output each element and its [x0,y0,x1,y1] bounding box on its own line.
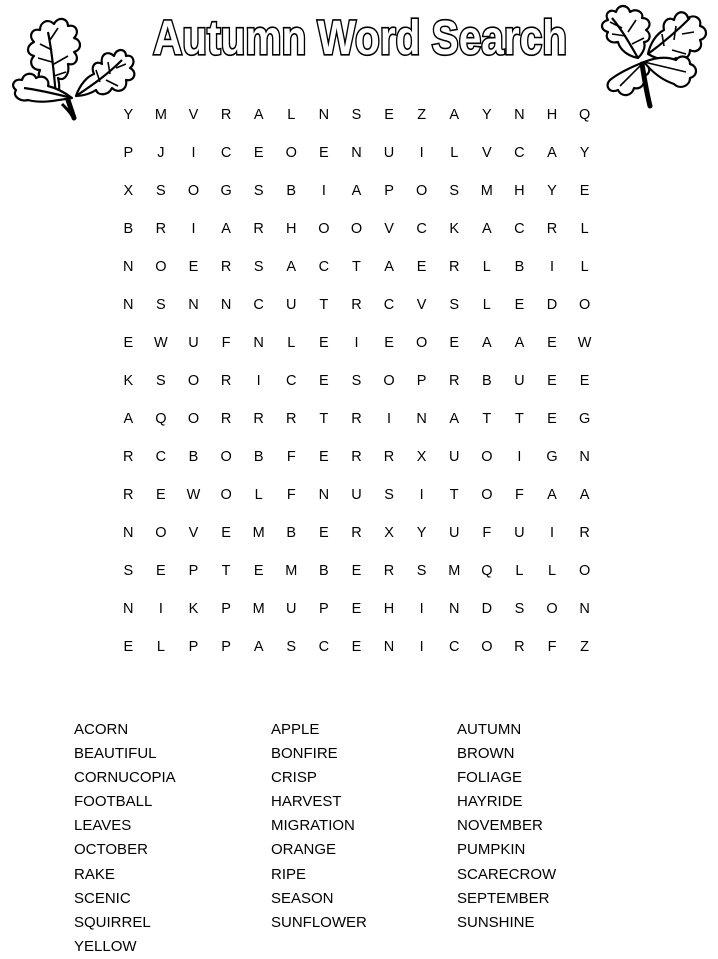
grid-letter[interactable]: R [286,411,297,427]
grid-letter[interactable]: E [547,373,557,389]
word-list-item: ORANGE [271,841,337,859]
grid-letter[interactable]: O [285,145,297,161]
grid-letter[interactable]: V [188,107,199,123]
grid-letter[interactable]: T [221,563,231,579]
grid-letter[interactable]: A [449,411,460,427]
grid-letter[interactable]: L [450,145,459,161]
grid-letter[interactable]: H [286,221,297,237]
grid-letter[interactable]: C [253,297,264,313]
grid-letter[interactable]: P [416,373,427,389]
grid-letter[interactable]: O [416,335,428,351]
grid-letter[interactable]: L [482,259,491,275]
grid-letter[interactable]: Y [579,145,590,161]
grid-letter[interactable]: S [156,297,166,313]
grid-letter[interactable]: I [419,639,424,655]
grid-letter[interactable]: B [188,449,199,465]
grid-letter[interactable]: B [286,183,297,199]
grid-letter[interactable]: O [220,449,232,465]
grid-letter[interactable]: E [319,335,329,351]
grid-letter[interactable]: I [550,525,555,541]
grid-letter[interactable]: N [351,145,362,161]
grid-letter[interactable]: R [383,563,395,579]
word-list [74,718,634,954]
grid-letter[interactable]: O [578,297,591,313]
grid-letter[interactable]: A [481,221,492,237]
grid-letter[interactable]: H [514,183,525,199]
grid-letter[interactable]: Q [481,563,493,579]
grid-letter[interactable]: R [253,411,264,427]
grid-letter[interactable]: U [188,335,199,351]
grid-letter[interactable]: L [287,107,296,123]
grid-letter[interactable]: R [123,449,134,465]
word-list-item: SEPTEMBER [457,889,550,907]
grid-letter[interactable]: C [514,221,525,237]
grid-letter[interactable]: L [580,259,589,275]
grid-letter[interactable]: T [319,411,329,427]
grid-letter[interactable]: R [155,221,167,237]
grid-letter[interactable]: N [123,601,134,617]
grid-letter[interactable]: N [123,259,134,275]
grid-letter[interactable]: N [188,297,199,313]
word-list-item: BROWN [457,745,515,763]
grid-letter[interactable]: P [384,183,394,199]
grid-letter[interactable]: Q [578,107,591,123]
grid-letter[interactable]: R [351,411,362,427]
grid-letter[interactable]: Y [481,107,492,123]
grid-letter[interactable]: I [387,411,392,427]
word-list-item: YELLOW [74,937,137,955]
word-list-item: SUNSHINE [457,913,535,931]
grid-letter[interactable]: S [351,373,362,389]
grid-letter[interactable]: E [319,449,329,465]
grid-letter[interactable]: E [253,563,264,579]
grid-letter[interactable]: R [220,259,232,275]
grid-letter[interactable]: U [448,525,460,541]
grid-letter[interactable]: C [383,297,395,313]
grid-letter[interactable]: C [514,145,525,161]
grid-letter[interactable]: I [158,601,163,617]
grid-letter[interactable]: E [221,525,231,541]
grid-letter[interactable]: K [123,373,134,389]
grid-letter[interactable]: E [384,107,394,123]
grid-letter[interactable]: N [318,107,330,123]
grid-letter[interactable]: O [481,487,493,503]
grid-letter[interactable]: G [578,411,591,427]
grid-letter[interactable]: R [351,297,362,313]
grid-letter[interactable]: A [481,335,492,351]
word-column-3 [457,718,556,935]
grid-letter[interactable]: V [481,145,492,161]
grid-letter[interactable]: P [319,601,329,617]
grid-letter[interactable]: S [384,487,394,503]
grid-letter[interactable]: O [481,449,493,465]
grid-letter[interactable]: A [221,221,231,237]
grid-letter[interactable]: A [253,107,264,123]
grid-letter[interactable]: I [550,259,555,275]
grid-letter[interactable]: N [123,525,134,541]
grid-letter[interactable]: R [253,221,264,237]
grid-letter[interactable]: E [351,601,362,617]
grid-letter[interactable]: A [514,335,525,351]
grid-letter[interactable]: F [221,335,231,351]
grid-letter[interactable]: S [253,183,264,199]
grid-letter[interactable]: I [191,145,196,161]
word-column-1 [74,718,176,959]
grid-letter[interactable]: L [156,639,165,655]
grid-letter[interactable]: R [448,259,460,275]
grid-letter[interactable]: L [287,335,296,351]
grid-letter[interactable]: R [383,449,395,465]
title-text: Autumn Word Search [153,12,567,65]
grid-letter[interactable]: N [220,297,232,313]
grid-letter[interactable]: O [187,183,200,199]
grid-letter[interactable]: Y [547,183,557,199]
grid-letter[interactable]: I [419,601,424,617]
grid-letter[interactable]: C [416,221,427,237]
word-list-item: RAKE [74,865,115,883]
grid-letter[interactable]: O [350,221,363,237]
grid-letter[interactable]: A [286,259,297,275]
grid-letter[interactable]: A [579,487,590,503]
grid-letter[interactable]: F [547,639,557,655]
grid-letter[interactable]: J [157,145,165,161]
grid-letter[interactable]: P [188,563,199,579]
grid-letter[interactable]: P [188,639,199,655]
grid-letter[interactable]: U [514,373,525,389]
grid-letter[interactable]: U [286,601,297,617]
grid-letter[interactable]: C [448,639,460,655]
grid-letter[interactable]: L [580,221,589,237]
grid-letter[interactable]: K [449,221,460,237]
grid-letter[interactable]: V [416,297,427,313]
grid-letter[interactable]: R [351,525,362,541]
grid-letter[interactable]: T [352,259,361,275]
grid-letter[interactable]: E [416,259,427,275]
grid-letter[interactable]: O [546,601,558,617]
grid-letter[interactable]: D [546,297,558,313]
grid-letter[interactable]: S [286,639,297,655]
grid-letter[interactable]: S [253,259,264,275]
grid-letter[interactable]: E [514,297,525,313]
grid-letter[interactable]: A [253,639,264,655]
grid-letter[interactable]: I [517,449,522,465]
word-list-item: SEASON [271,889,334,907]
grid-letter[interactable]: R [220,107,232,123]
grid-letter[interactable]: V [188,525,199,541]
grid-letter[interactable]: F [286,487,296,503]
grid-letter[interactable]: U [448,449,460,465]
grid-letter[interactable]: O [187,411,200,427]
grid-letter[interactable]: L [254,487,263,503]
grid-letter[interactable]: E [579,183,590,199]
grid-letter[interactable]: O [481,639,493,655]
grid-letter[interactable]: I [321,183,326,199]
word-list-item: NOVEMBER [457,817,543,835]
grid-letter[interactable]: A [547,145,557,161]
grid-letter[interactable]: M [252,525,265,541]
grid-letter[interactable]: K [188,601,199,617]
word-list-item: SQUIRREL [74,913,151,931]
grid-letter[interactable]: T [319,297,329,313]
grid-letter[interactable]: Z [417,107,427,123]
grid-letter[interactable]: E [319,525,329,541]
word-list-item: SUNFLOWER [271,913,367,931]
word-list-item: PUMPKIN [457,841,526,859]
grid-letter[interactable]: E [188,259,199,275]
grid-letter[interactable]: Q [155,411,167,427]
grid-letter[interactable]: G [546,449,558,465]
grid-letter[interactable]: E [156,487,166,503]
word-list-item: APPLE [271,721,320,738]
grid-letter[interactable]: E [547,411,557,427]
grid-letter[interactable]: I [419,487,424,503]
grid-letter[interactable]: Z [580,639,590,655]
word-list-item: CORNUCOPIA [74,769,176,787]
grid-letter[interactable]: B [319,563,329,579]
word-list-item: BEAUTIFUL [74,745,157,763]
word-list-item: FOLIAGE [457,769,523,787]
grid-letter[interactable]: W [577,335,592,351]
grid-letter[interactable]: U [351,487,362,503]
grid-letter[interactable]: S [156,183,166,199]
grid-letter[interactable]: S [123,563,134,579]
grid-letter[interactable]: I [354,335,359,351]
grid-letter[interactable]: N [383,639,395,655]
word-list-item: FOOTBALL [74,793,153,811]
grid-letter[interactable]: H [546,107,558,123]
grid-letter[interactable]: O [155,259,167,275]
grid-letter[interactable]: C [155,449,167,465]
grid-letter[interactable]: Y [123,107,134,123]
grid-letter[interactable]: E [449,335,460,351]
grid-letter[interactable]: L [547,563,557,579]
grid-letter[interactable]: B [123,221,134,237]
grid-letter[interactable]: E [253,145,264,161]
grid-letter[interactable]: E [123,639,134,655]
word-list-item: SCARECROW [457,865,557,883]
grid-letter[interactable]: R [351,449,362,465]
grid-letter[interactable]: O [187,373,200,389]
grid-letter[interactable]: T [449,487,459,503]
grid-letter[interactable]: S [416,563,427,579]
grid-letter[interactable]: L [482,297,491,313]
grid-letter[interactable]: F [286,449,296,465]
oak-leaves-right-icon [590,0,710,108]
grid-letter[interactable]: P [221,601,231,617]
grid-letter[interactable]: I [191,221,196,237]
word-list-item: SCENIC [74,889,131,907]
grid-letter[interactable]: N [416,411,427,427]
grid-letter[interactable]: R [514,639,525,655]
grid-letter[interactable]: X [384,525,394,541]
grid-letter[interactable]: E [319,373,329,389]
grid-letter[interactable]: R [546,221,558,237]
grid-letter[interactable]: N [318,487,330,503]
grid-letter[interactable]: R [123,487,134,503]
word-list-item: LEAVES [74,817,132,835]
grid-letter[interactable]: R [220,373,232,389]
grid-letter[interactable]: W [154,335,168,351]
grid-letter[interactable]: I [419,145,424,161]
grid-letter[interactable]: L [515,563,524,579]
grid-letter[interactable]: I [256,373,261,389]
grid-letter[interactable]: H [383,601,395,617]
grid-letter[interactable]: E [351,639,362,655]
grid-letter[interactable]: M [285,563,298,579]
grid-letter[interactable]: X [123,183,134,199]
grid-letter[interactable]: M [448,563,461,579]
grid-letter[interactable]: P [123,145,134,161]
page-title [140,4,580,68]
grid-letter[interactable]: R [220,411,232,427]
grid-letter[interactable]: F [514,487,524,503]
grid-letter[interactable]: N [514,107,525,123]
grid-letter[interactable]: C [220,145,232,161]
grid-letter[interactable]: R [579,525,590,541]
grid-letter[interactable]: D [481,601,493,617]
grid-letter[interactable]: M [154,107,167,123]
grid-letter[interactable]: B [481,373,492,389]
grid-letter[interactable]: U [514,525,525,541]
grid-letter[interactable]: E [123,335,134,351]
grid-letter[interactable]: E [579,373,590,389]
grid-letter[interactable]: C [318,259,330,275]
grid-letter[interactable]: T [482,411,492,427]
grid-letter[interactable]: E [351,563,362,579]
grid-letter[interactable]: N [579,449,590,465]
grid-letter[interactable]: B [253,449,264,465]
grid-letter[interactable]: E [547,335,557,351]
grid-letter[interactable]: S [351,107,362,123]
grid-letter[interactable]: U [383,145,395,161]
grid-letter[interactable]: A [547,487,557,503]
grid-letter[interactable]: N [448,601,460,617]
grid-letter[interactable]: T [514,411,524,427]
grid-letter[interactable]: A [384,259,394,275]
grid-letter[interactable]: M [252,601,265,617]
word-list-item: CRISP [271,769,317,787]
grid-letter[interactable]: B [514,259,525,275]
grid-letter[interactable]: A [351,183,362,199]
grid-letter[interactable]: O [318,221,330,237]
grid-letter[interactable]: C [286,373,297,389]
word-list-item: HARVEST [271,793,342,811]
word-list-item: AUTUMN [457,721,522,738]
word-list-item: RIPE [271,865,307,883]
grid-letter[interactable]: P [221,639,231,655]
word-column-2 [271,718,367,935]
grid-letter[interactable]: X [416,449,427,465]
word-list-item: OCTOBER [74,841,148,859]
grid-letter[interactable]: S [156,373,166,389]
grid-letter[interactable]: F [482,525,492,541]
grid-letter[interactable]: W [186,487,201,503]
grid-letter[interactable]: N [579,601,590,617]
grid-letter[interactable]: V [384,221,394,237]
grid-letter[interactable]: N [253,335,264,351]
word-list-item: ACORN [74,721,129,738]
grid-letter[interactable]: G [220,183,232,199]
grid-letter[interactable]: A [449,107,460,123]
grid-letter[interactable]: S [449,183,460,199]
grid-letter[interactable]: A [123,411,134,427]
grid-letter[interactable]: S [514,601,525,617]
letter-grid [112,96,601,666]
grid-letter[interactable]: E [384,335,394,351]
grid-letter[interactable]: M [480,183,493,199]
grid-letter[interactable]: E [319,145,329,161]
grid-letter[interactable]: O [383,373,395,389]
grid-letter[interactable]: C [318,639,330,655]
grid-letter[interactable]: O [416,183,428,199]
grid-letter[interactable]: Y [416,525,427,541]
word-list-item: HAYRIDE [457,793,523,811]
word-list-item: MIGRATION [271,817,355,835]
grid-letter[interactable]: O [155,525,167,541]
grid-letter[interactable]: O [220,487,232,503]
grid-letter[interactable]: O [578,563,591,579]
grid-letter[interactable]: R [448,373,460,389]
grid-letter[interactable]: E [156,563,166,579]
grid-letter[interactable]: B [286,525,297,541]
grid-letter[interactable]: S [449,297,460,313]
grid-letter[interactable]: N [123,297,134,313]
word-list-item: BONFIRE [271,745,338,763]
grid-letter[interactable]: U [286,297,297,313]
